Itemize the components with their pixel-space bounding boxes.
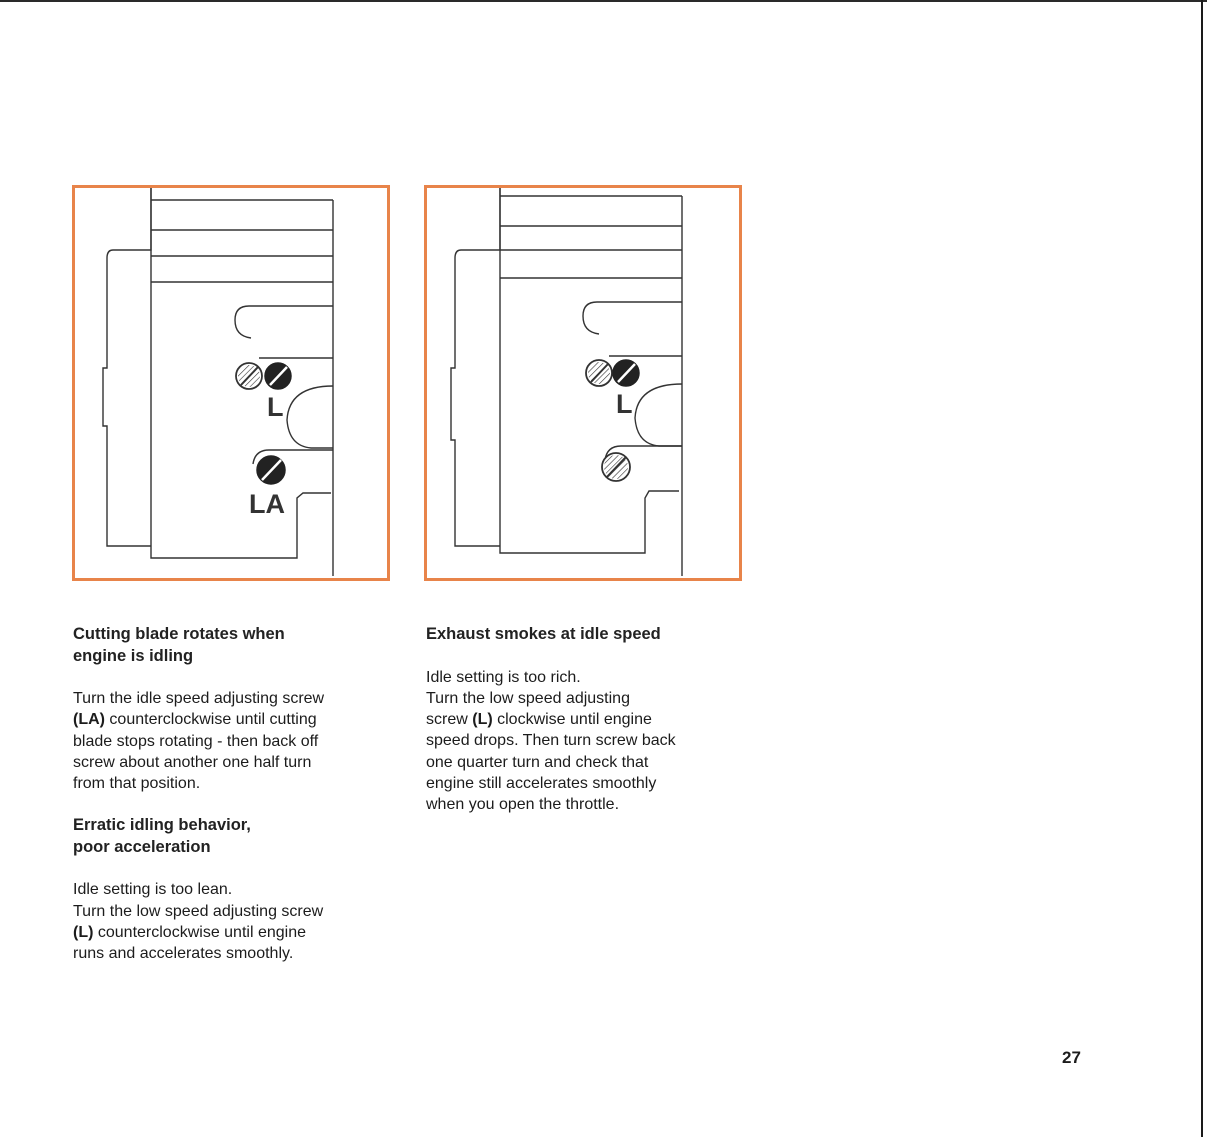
instruction-la: Turn the idle speed adjusting screw (LA) counterclockwise until cutting blade stops rotating - then back off screw about another one half turn from that position.	[73, 690, 325, 793]
instruction-rich: Idle setting is too rich. Turn the low speed adjusting screw (L) clockwise until engine speed drops. Then turn screw back one quarter turn and check that engine still accelerates smoothly when you open the throttle.	[426, 668, 676, 814]
heading-line: Erratic idling behavior,	[73, 816, 251, 835]
heading-blade-rotates	[73, 624, 373, 667]
screw-code-l: (L)	[73, 924, 94, 942]
carburetor-figure-left	[72, 185, 390, 581]
carburetor-diagram-right	[427, 188, 739, 578]
heading-exhaust-smokes: Exhaust smokes at idle speed	[426, 625, 661, 643]
screw-code-la: (LA)	[73, 711, 105, 729]
label-l-right: L	[616, 389, 633, 419]
label-l: L	[267, 392, 284, 422]
left-text-column	[73, 624, 373, 986]
heading-line: Cutting blade rotates when	[73, 625, 285, 643]
heading-erratic-idling	[73, 815, 373, 858]
instruction-lean: Idle setting is too lean. Turn the low speed adjusting screw (L) counterclockwise until engine runs and accelerates smoothly.	[73, 881, 324, 963]
page-number: 27	[1062, 1048, 1081, 1067]
heading-line: poor acceleration	[73, 837, 211, 856]
right-edge-rule	[1201, 0, 1203, 1137]
screw-code-l-right: (L)	[472, 711, 493, 729]
carburetor-figure-right	[424, 185, 742, 581]
heading-line: engine is idling	[73, 646, 194, 665]
right-text-column	[426, 624, 726, 837]
label-la: LA	[249, 489, 285, 519]
top-edge-rule	[0, 0, 1207, 2]
carburetor-diagram-left	[75, 188, 387, 578]
